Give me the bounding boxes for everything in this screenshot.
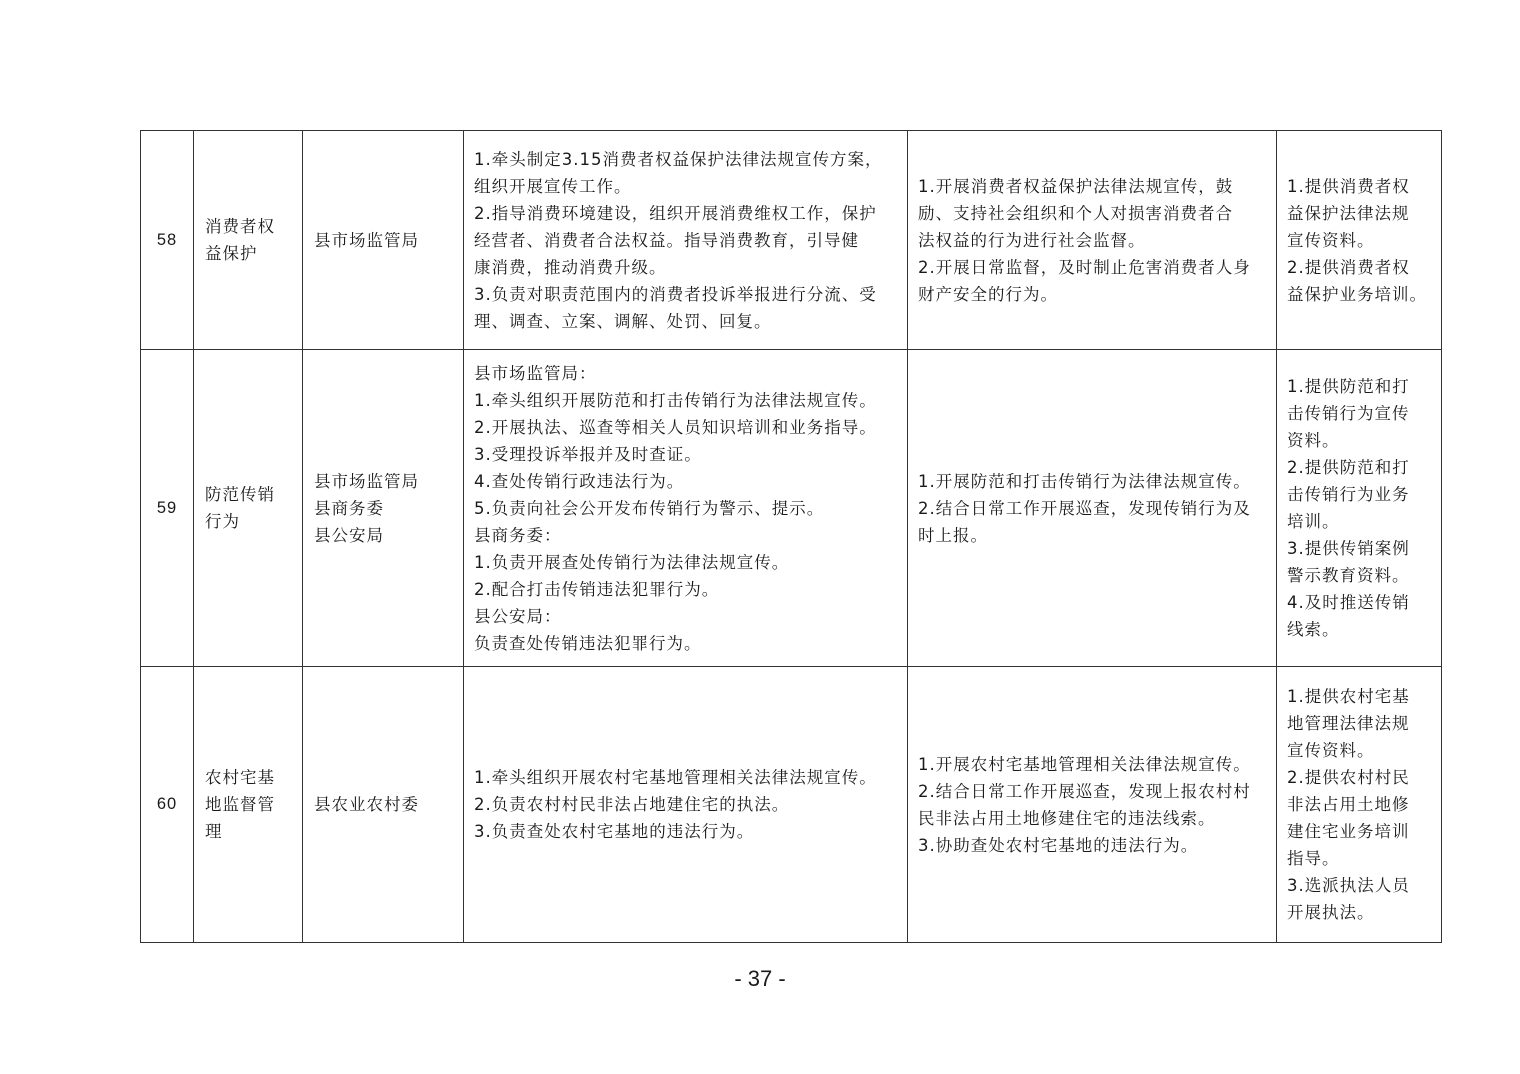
cell-line: 县农业农村委 (314, 795, 419, 814)
cell-line: 1.提供防范和打 (1287, 377, 1410, 396)
cell-line: 励、支持社会组织和个人对损害消费者合 (918, 203, 1233, 223)
town-duties-cell (908, 667, 1277, 943)
cell-line: 理 (205, 822, 223, 841)
support-cell (1277, 131, 1442, 350)
cell-line: 4.查处传销行政违法行为。 (474, 471, 685, 491)
cell-line: 2.提供消费者权 (1287, 257, 1410, 277)
cell-line: 资料。 (1287, 431, 1340, 450)
cell-line: 指导。 (1287, 849, 1340, 868)
cell-line: 2.提供农村村民 (1287, 768, 1410, 787)
cell-line: 培训。 (1287, 512, 1340, 531)
cell-line: 益保护 (205, 244, 258, 263)
cell-line: 3.负责查处农村宅基地的违法行为。 (474, 822, 755, 841)
cell-line: 时上报。 (918, 525, 988, 545)
cell-line: 3.负责对职责范围内的消费者投诉举报进行分流、受 (474, 284, 877, 304)
cell-line: 县市场监管局： (474, 363, 597, 383)
cell-line: 1.开展消费者权益保护法律法规宣传，鼓 (918, 176, 1234, 196)
cell-line: 地管理法律法规 (1287, 714, 1410, 733)
department-cell (303, 131, 464, 350)
cell-line: 2.提供防范和打 (1287, 458, 1410, 477)
support-cell (1277, 667, 1442, 943)
cell-line: 宣传资料。 (1287, 230, 1375, 250)
page-number: - 37 - (734, 966, 786, 991)
cell-line: 1.负责开展查处传销行为法律法规宣传。 (474, 552, 790, 572)
cell-line: 3.受理投诉举报并及时查证。 (474, 444, 702, 464)
town-duties-cell (908, 350, 1277, 667)
cell-line: 3.协助查处农村宅基地的违法行为。 (918, 835, 1199, 855)
cell-line: 开展执法。 (1287, 903, 1375, 922)
cell-line: 财产安全的行为。 (918, 284, 1058, 304)
row-number: 58 (141, 131, 194, 350)
cell-line: 警示教育资料。 (1287, 566, 1410, 585)
table-row (141, 350, 1442, 667)
cell-line: 2.指导消费环境建设，组织开展消费维权工作，保护 (474, 203, 877, 223)
cell-line: 2.开展日常监督，及时制止危害消费者人身 (918, 257, 1251, 277)
cell-line: 民非法占用土地修建住宅的违法线索。 (918, 808, 1216, 828)
cell-line: 县商务委 (314, 498, 384, 518)
cell-line: 1.牵头制定3.15消费者权益保护法律法规宣传方案， (474, 149, 883, 169)
town-duties-cell (908, 131, 1277, 350)
cell-line: 1.提供消费者权 (1287, 176, 1410, 196)
department-cell (303, 350, 464, 667)
duties-cell (464, 350, 908, 667)
cell-line: 3.提供传销案例 (1287, 539, 1410, 558)
cell-line: 防范传销 (205, 485, 275, 504)
cell-line: 县市场监管局 (314, 471, 419, 491)
cell-line: 地监督管 (205, 795, 275, 814)
cell-line: 2.结合日常工作开展巡查，发现上报农村村 (918, 781, 1251, 801)
cell-line: 1.牵头组织开展农村宅基地管理相关法律法规宣传。 (474, 768, 877, 787)
table-row (141, 667, 1442, 943)
item-name-cell (194, 350, 303, 667)
cell-line: 4.及时推送传销 (1287, 593, 1410, 612)
cell-line: 2.负责农村村民非法占地建住宅的执法。 (474, 795, 790, 814)
duty-table (140, 130, 1442, 943)
cell-line: 法权益的行为进行社会监督。 (918, 230, 1146, 250)
cell-line: 农村宅基 (205, 768, 275, 787)
cell-line: 县公安局 (314, 525, 384, 545)
cell-line: 击传销行为业务 (1287, 485, 1410, 504)
cell-line: 宣传资料。 (1287, 741, 1375, 760)
cell-line: 1.提供农村宅基 (1287, 687, 1410, 706)
duties-cell (464, 131, 908, 350)
duties-cell (464, 667, 908, 943)
cell-line: 组织开展宣传工作。 (474, 176, 632, 196)
cell-line: 非法占用土地修 (1287, 795, 1410, 814)
cell-line: 理、调查、立案、调解、处罚、回复。 (474, 311, 772, 331)
cell-line: 县商务委： (474, 525, 562, 545)
cell-line: 康消费，推动消费升级。 (474, 257, 667, 277)
cell-line: 2.开展执法、巡查等相关人员知识培训和业务指导。 (474, 417, 877, 437)
support-cell (1277, 350, 1442, 667)
cell-line: 行为 (205, 512, 240, 531)
cell-line: 1.开展防范和打击传销行为法律法规宣传。 (918, 471, 1251, 491)
row-number: 60 (141, 667, 194, 943)
cell-line: 负责查处传销违法犯罪行为。 (474, 633, 702, 653)
cell-line: 益保护业务培训。 (1287, 284, 1427, 304)
cell-line: 2.配合打击传销违法犯罪行为。 (474, 579, 720, 599)
row-number: 59 (141, 350, 194, 667)
cell-line: 线索。 (1287, 620, 1340, 639)
cell-line: 1.牵头组织开展防范和打击传销行为法律法规宣传。 (474, 390, 877, 410)
department-cell (303, 667, 464, 943)
cell-line: 建住宅业务培训 (1287, 822, 1410, 841)
cell-line: 1.开展农村宅基地管理相关法律法规宣传。 (918, 754, 1251, 774)
cell-line: 益保护法律法规 (1287, 203, 1410, 223)
cell-line: 击传销行为宣传 (1287, 404, 1410, 423)
cell-line: 经营者、消费者合法权益。指导消费教育，引导健 (474, 230, 859, 250)
item-name-cell (194, 131, 303, 350)
cell-line: 县市场监管局 (314, 230, 419, 250)
cell-line: 县公安局： (474, 606, 562, 626)
cell-line: 3.选派执法人员 (1287, 876, 1410, 895)
cell-line: 消费者权 (205, 217, 275, 236)
cell-line: 5.负责向社会公开发布传销行为警示、提示。 (474, 498, 825, 518)
table-row (141, 131, 1442, 350)
item-name-cell (194, 667, 303, 943)
cell-line: 2.结合日常工作开展巡查，发现传销行为及 (918, 498, 1251, 518)
